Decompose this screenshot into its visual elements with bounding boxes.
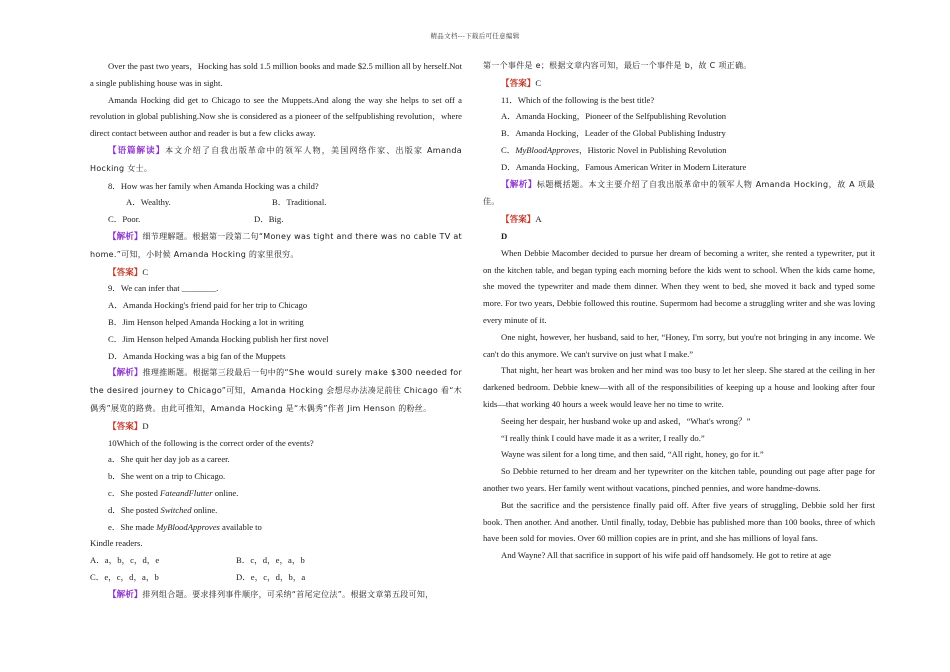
intro-paragraph-1: Over the past two years，Hocking has sold 1.5 million books and made $2.5 million all by herself.Not a single publishing house was in sight. xyxy=(90,61,462,88)
q10-event-d xyxy=(90,502,462,519)
q10-event-c-title: FateandFlutter xyxy=(160,487,213,498)
q11-option-c-title: MyBloodApproves xyxy=(515,144,579,155)
passage-interpretation xyxy=(90,142,462,178)
q11-option-b: B．Amanda Hocking，Leader of the Global Publishing Industry xyxy=(501,128,726,139)
q8-stem: 8．How was her family when Amanda Hocking was a child? xyxy=(108,180,319,191)
q10-options-row-2 xyxy=(90,569,462,586)
q8-option-a: A．Wealthy. xyxy=(126,197,171,208)
q11-option-c-pre: C． xyxy=(501,144,516,155)
q11-ans-value: A xyxy=(535,214,542,225)
q11-explanation xyxy=(483,176,875,212)
q10-event-c-pre: c．She posted xyxy=(108,487,161,498)
q8-options-row-1 xyxy=(90,194,462,211)
section-heading: D xyxy=(501,230,508,241)
passage-d-paragraph-2: One night, however, her husband, said to her, “Honey, I'm sorry, but you're not bringing in any income. We can't do this anymore. We can't survive on just what I make.” xyxy=(483,331,875,359)
q10-event-e-continued: Kindle readers. xyxy=(90,538,143,549)
q10-ans-tag: 【答案】 xyxy=(501,77,536,88)
q9-exp-text: 推理推断题。根据第三段最后一句中的“She would surely make $300 needed for the desired journey to Chicago”可知，Amanda Hocking 会想尽办法凑足前往 Chicago 看“木偶秀”展览的路费。由此可推知，Amanda Hocking 是“木偶秀”作者 Jim Henson 的粉丝。 xyxy=(90,368,462,413)
left-column xyxy=(90,58,462,604)
passage-d-paragraph-7: So Debbie returned to her dream and her typewriter on the kitchen table, pounding out page after page for another two years. Her family went without vacations, pinched pennies, and wore handme-downs. xyxy=(483,466,875,493)
passage-text: 本文介绍了自我出版革命中的领军人物，美国网络作家、出版家 Amanda Hocking 女士。 xyxy=(90,145,462,173)
passage-d-paragraph-1: When Debbie Macomber decided to pursue her dream of becoming a writer, she rented a typewriter, put it on the kitchen table, and began typing each morning before the kids went to school. When the kids came home, she moved the typewriter and made them dinner. When they went to bed, she moved it back and typed some more. For two years, Debbie followed this routine. Supermom had become a struggling writer and she was loving every minute of it. xyxy=(483,247,875,325)
q10-answer xyxy=(483,75,875,92)
q10-event-e xyxy=(90,519,462,536)
q8-option-b: B．Traditional. xyxy=(272,197,327,208)
q11-answer xyxy=(483,211,875,228)
q9-option-b: B．Jim Henson helped Amanda Hocking a lot in writing xyxy=(108,316,304,327)
q11-ans-tag: 【答案】 xyxy=(501,214,536,225)
q10-event-e-pre: e．She made xyxy=(108,521,157,532)
q10-stem: 10Which of the following is the correct order of the events? xyxy=(108,437,314,448)
q8-options-row-2 xyxy=(90,211,462,228)
q10-ans-value: C xyxy=(535,77,542,88)
q11-option-c-post: ，Historic Novel in Publishing Revolution xyxy=(578,144,727,155)
q11-option-a: A．Amanda Hocking，Pioneer of the Selfpublishing Revolution xyxy=(501,111,727,122)
q8-exp-text: 细节理解题。根据第一段第二句“Money was tight and there was no cable TV at home.”可知，小时候 Amanda Hocking 的家里很穷。 xyxy=(90,231,462,259)
q9-explanation xyxy=(90,364,462,417)
q10-event-d-pre: d．She posted xyxy=(108,504,161,515)
q8-ans-value: C xyxy=(142,266,149,277)
q8-ans-tag: 【答案】 xyxy=(108,266,143,277)
q10-event-a: a．She quit her day job as a career. xyxy=(108,454,230,465)
q10-option-c: C．e，c，d，a，b xyxy=(90,571,159,582)
q11-option-d: D．Amanda Hocking，Famous American Writer in Modern Literature xyxy=(501,161,747,172)
q10-options-row-1 xyxy=(90,552,462,569)
q10-option-a: A．a，b，c，d，e xyxy=(90,555,160,566)
q11-exp-tag: 【解析】 xyxy=(501,178,537,189)
intro-paragraph-2: Amanda Hocking did get to Chicago to see the Muppets.And along the way she helps to set off a revolution in global publishing.Now she is considered as a pioneer of the selfpublishing revolution，where direct contact between author and reader is but a few clicks away. xyxy=(90,94,462,139)
q8-answer xyxy=(90,264,462,281)
q8-option-c: C．Poor. xyxy=(108,214,141,225)
page-header: 精品文档---下载后可任意编辑 xyxy=(430,33,520,40)
q10-explanation xyxy=(90,586,462,604)
passage-d-paragraph-5: “I really think I could have made it as a writer, I really do.” xyxy=(501,432,705,443)
q10-event-e-post: available to xyxy=(219,521,262,532)
q9-ans-value: D xyxy=(142,420,149,431)
q9-exp-tag: 【解析】 xyxy=(108,367,143,378)
q10-event-d-title: Switched xyxy=(160,504,192,515)
q10-event-c xyxy=(90,485,462,502)
q10-exp-text: 排列组合题。要求排列事件顺序，可采纳“首尾定位法”。根据文章第五段可知， xyxy=(142,589,434,599)
passage-tag: 【语篇解读】 xyxy=(108,144,166,155)
q10-explanation-continued: 第一个事件是 e；根据文章内容可知，最后一个事件是 b，故 C 项正确。 xyxy=(483,61,752,70)
q10-exp-tag: 【解析】 xyxy=(108,588,143,599)
q8-option-d: D．Big. xyxy=(254,214,284,225)
q9-ans-tag: 【答案】 xyxy=(108,420,143,431)
q8-explanation xyxy=(90,228,462,264)
q8-exp-tag: 【解析】 xyxy=(108,230,143,241)
q10-event-b: b．She went on a trip to Chicago. xyxy=(108,471,226,482)
q10-event-e-title: MyBloodApproves xyxy=(156,521,220,532)
q10-event-d-post: online. xyxy=(191,504,218,515)
passage-d-paragraph-9: And Wayne? All that sacrifice in support of his wife paid off handsomely. He got to retire at age xyxy=(501,550,831,561)
right-column xyxy=(483,58,875,564)
q11-option-c xyxy=(483,142,875,159)
q9-option-c: C．Jim Henson helped Amanda Hocking publish her first novel xyxy=(108,333,329,344)
q9-option-d: D．Amanda Hocking was a big fan of the Muppets xyxy=(108,350,286,361)
passage-d-paragraph-4: Seeing her despair, her husband woke up and asked，“What's wrong？” xyxy=(501,415,751,426)
q11-exp-text: 标题概括题。本文主要介绍了自我出版革命中的领军人物 Amanda Hocking，故 A 项最佳。 xyxy=(483,179,875,207)
q10-event-c-post: online. xyxy=(212,487,239,498)
passage-d-paragraph-6: Wayne was silent for a long time, and then said, “All right, honey, go for it.” xyxy=(501,449,764,460)
q9-answer xyxy=(90,418,462,435)
passage-d-paragraph-3: That night, her heart was broken and her mind was too busy to let her sleep. She stared at the ceiling in her darkened bedroom. Debbie knew—with all of the responsibilities of keeping up a house and looking after four kids—that working 40 hours a week would leave her no time to write. xyxy=(483,365,875,409)
q10-option-b: B．c，d，e，a，b xyxy=(236,555,305,566)
q9-stem: 9．We can infer that ________. xyxy=(108,283,219,294)
q11-stem: 11．Which of the following is the best title? xyxy=(501,94,655,105)
q10-option-d: D．e，c，d，b，a xyxy=(236,571,306,582)
passage-d-paragraph-8: But the sacrifice and the persistence finally paid off. After five years of struggling, Debbie sold her first book. Then another. And another. Until finally, today, Debbie has published more than 100 books, three of which have been sold for movies. Over 60 million copies are in print, and she has millions of loyal fans. xyxy=(483,499,875,544)
q9-option-a: A．Amanda Hocking's friend paid for her trip to Chicago xyxy=(108,300,308,311)
